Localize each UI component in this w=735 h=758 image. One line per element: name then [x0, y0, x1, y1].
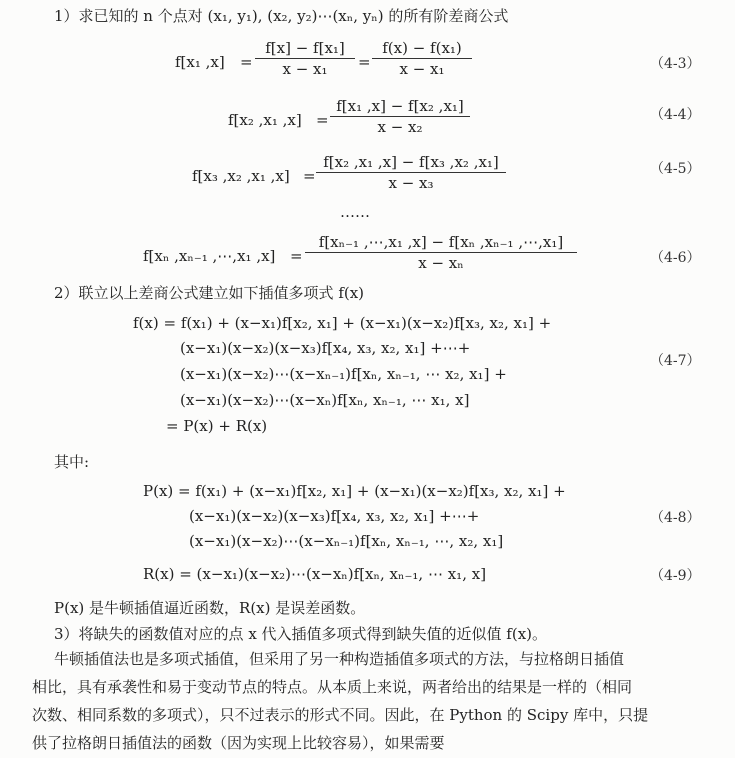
eq-4-6-fraction [305, 232, 577, 273]
eq-4-5-numerator: f[x₂ ,x₁ ,x] − f[x₃ ,x₂ ,x₁] [316, 152, 506, 173]
paragraph-line-4: 供了拉格朗日插值法的函数（因为实现上比较容易），如果需要 [32, 734, 445, 752]
eq-4-6-denominator: x − xₙ [418, 254, 464, 272]
eq-4-4-number: （4-4） [650, 107, 701, 123]
eq-4-4-denominator: x − x₂ [377, 118, 423, 136]
eq-4-5-denominator: x − x₃ [388, 174, 434, 192]
eq-4-6-numerator: f[xₙ₋₁ ,⋯,x₁ ,x] − f[xₙ ,xₙ₋₁ ,⋯,x₁] [305, 232, 577, 253]
eq-4-7-row-1: f(x) = f(x₁) + (x−x₁)f[x₂, x₁] + (x−x₁)(x−x₂)f[x₃, x₂, x₁] + [133, 314, 552, 332]
eq-4-8-row-3: (x−x₁)(x−x₂)⋯(x−xₙ₋₁)f[xₙ, xₙ₋₁, ⋯, x₂, x₁] [189, 532, 504, 550]
eq-4-5-equals: = [303, 167, 316, 185]
eq-4-3-denominator-1: x − x₁ [282, 60, 328, 78]
eq-4-5-number: （4-5） [650, 161, 701, 177]
eq-4-3-number: （4-3） [650, 56, 701, 72]
eq-4-3-equals-1: = [240, 53, 253, 71]
paragraph-line-1: 牛顿插值法也是多项式插值，但采用了另一种构造插值多项式的方法，与拉格朗日插值 [54, 650, 625, 668]
step-3-text: 3）将缺失的函数值对应的点 x 代入插值多项式得到缺失值的近似值 f(x)。 [54, 625, 548, 643]
eq-4-3-fraction-2 [372, 38, 472, 79]
eq-4-8-row-2: (x−x₁)(x−x₂)(x−x₃)f[x₄, x₃, x₂, x₁] +⋯+ [189, 507, 480, 525]
eq-4-9-row-1: R(x) = (x−x₁)(x−x₂)⋯(x−xₙ)f[xₙ, xₙ₋₁, ⋯ x₁, x] [143, 565, 487, 583]
step-1-text: 1）求已知的 n 个点对 (x₁, y₁), (x₂, y₂)⋯(xₙ, yₙ) 的所有阶差商公式 [54, 7, 509, 25]
eq-4-5-fraction [316, 152, 506, 193]
eq-4-8-number: （4-8） [650, 510, 701, 526]
eq-4-6-equals: = [290, 247, 303, 265]
eq-4-3-numerator-2: f(x) − f(x₁) [372, 38, 472, 59]
eq-4-7-number: （4-7） [650, 353, 701, 369]
eq-4-7-row-4: (x−x₁)(x−x₂)⋯(x−xₙ)f[xₙ, xₙ₋₁, ⋯ x₁, x] [180, 391, 470, 409]
eq-4-4-numerator: f[x₁ ,x] − f[x₂ ,x₁] [330, 96, 470, 117]
eq-4-4-fraction [330, 96, 470, 137]
eq-4-7-row-2: (x−x₁)(x−x₂)(x−x₃)f[x₄, x₃, x₂, x₁] +⋯+ [180, 339, 471, 357]
eq-4-3-fraction-1 [255, 38, 355, 79]
eq-4-5-lhs: f[x₃ ,x₂ ,x₁ ,x] [192, 167, 290, 185]
paragraph-line-3: 次数、相同系数的多项式），只不过表示的形式不同。因此，在 Python 的 Scipy 库中，只提 [32, 706, 649, 724]
p-r-definition: P(x) 是牛顿插值逼近函数，R(x) 是误差函数。 [54, 599, 366, 617]
eq-4-7-row-3: (x−x₁)(x−x₂)⋯(x−xₙ₋₁)f[xₙ, xₙ₋₁, ⋯ x₂, x₁] + [180, 365, 507, 383]
eq-4-3-denominator-2: x − x₁ [399, 60, 445, 78]
where-label: 其中: [54, 453, 90, 471]
eq-4-8-row-1: P(x) = f(x₁) + (x−x₁)f[x₂, x₁] + (x−x₁)(x−x₂)f[x₃, x₂, x₁] + [143, 482, 566, 500]
eq-4-6-number: （4-6） [650, 250, 701, 266]
eq-4-7-row-5: = P(x) + R(x) [166, 417, 268, 435]
eq-4-3-lhs: f[x₁ ,x] [175, 53, 225, 71]
eq-4-6-lhs: f[xₙ ,xₙ₋₁ ,⋯,x₁ ,x] [143, 247, 276, 265]
eq-4-4-equals: = [316, 111, 329, 129]
eq-4-9-number: （4-9） [650, 568, 701, 584]
eq-4-3-equals-2: = [358, 53, 371, 71]
ellipsis: …… [340, 203, 370, 221]
paragraph-line-2: 相比，具有承袭性和易于变动节点的特点。从本质上来说，两者给出的结果是一样的（相同 [32, 678, 633, 696]
step-2-text: 2）联立以上差商公式建立如下插值多项式 f(x) [54, 284, 365, 302]
eq-4-4-lhs: f[x₂ ,x₁ ,x] [228, 111, 302, 129]
eq-4-3-numerator-1: f[x] − f[x₁] [255, 38, 355, 59]
